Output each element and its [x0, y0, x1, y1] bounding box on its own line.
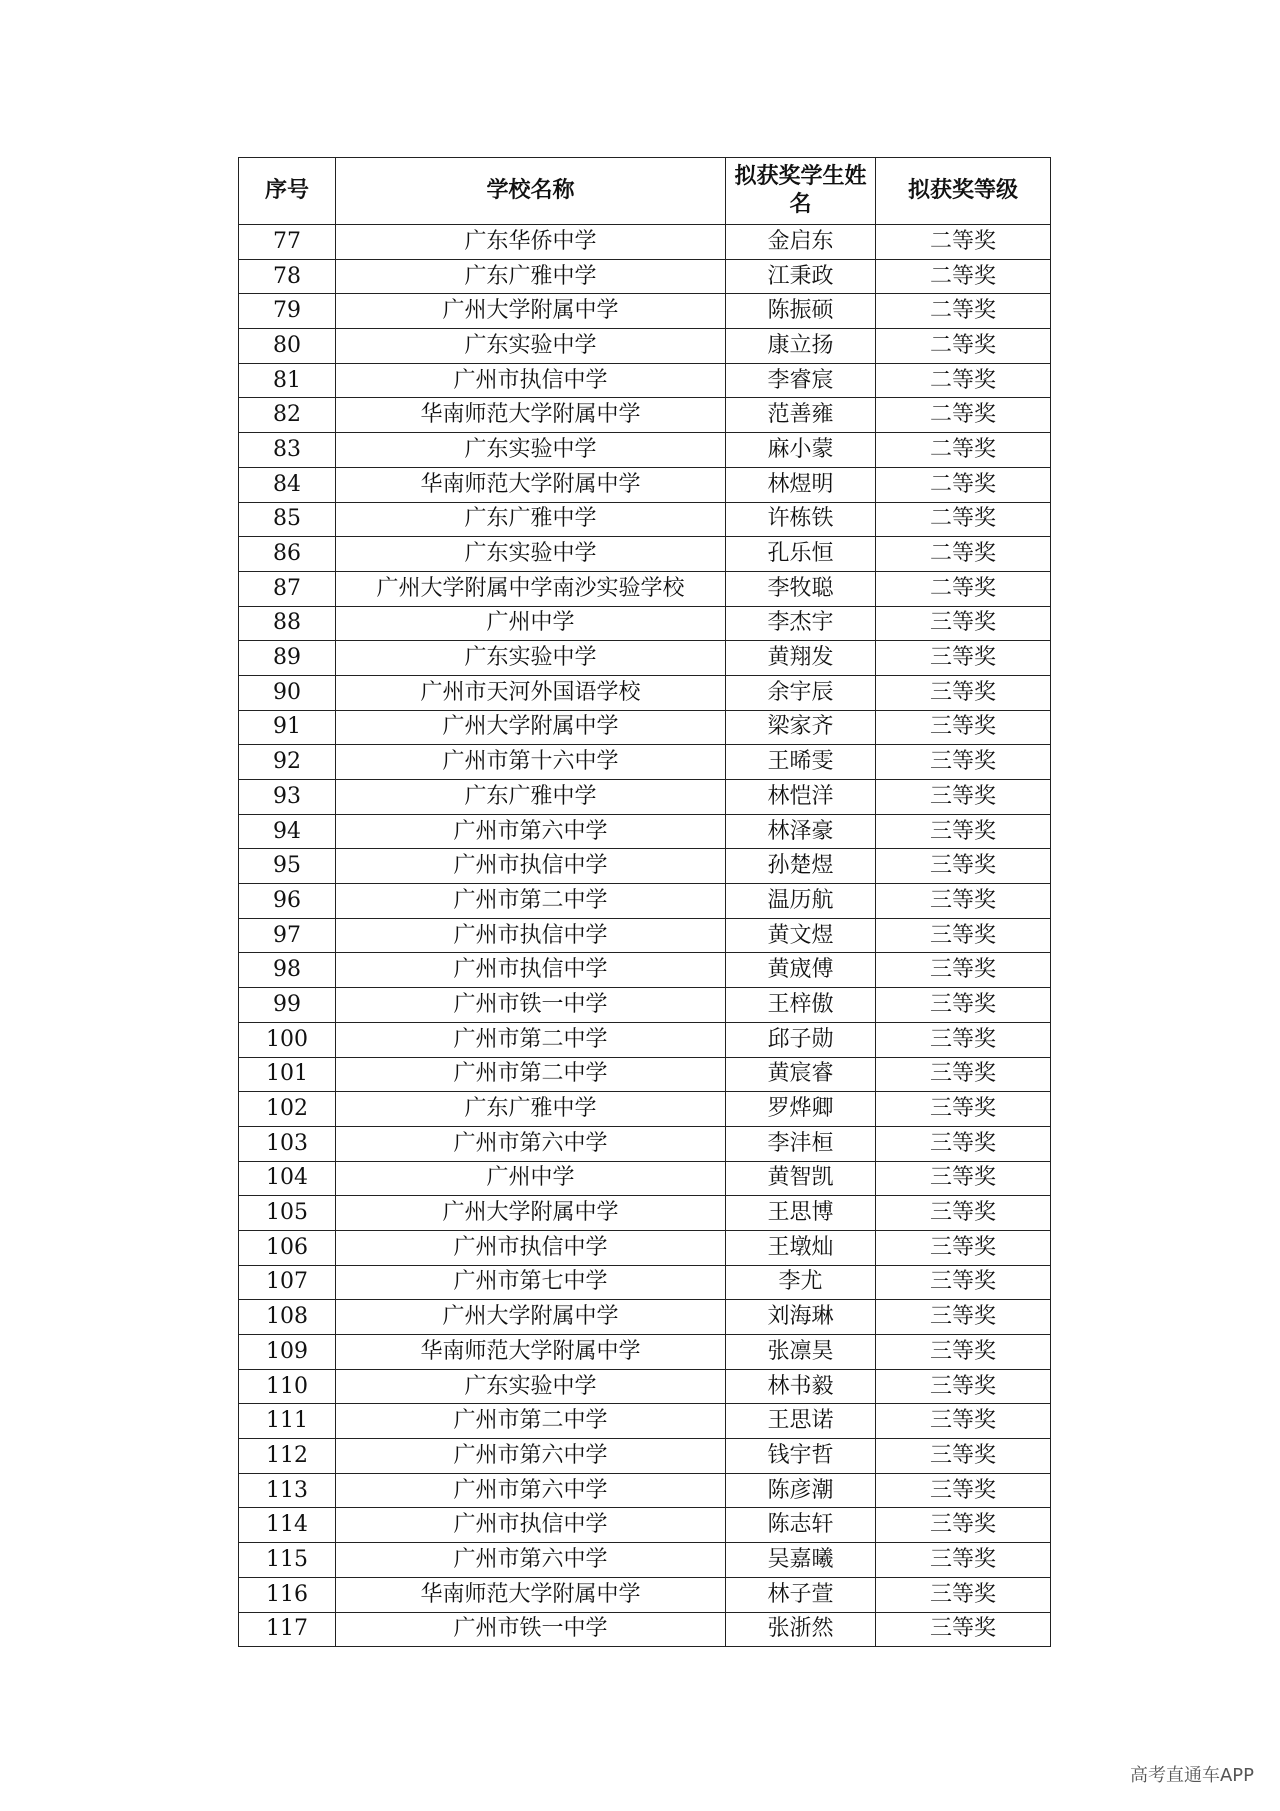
- table-row: [239, 884, 1051, 919]
- table-row: [239, 953, 1051, 988]
- cell-school-name: 广东广雅中学: [336, 502, 726, 537]
- cell-award-level: 三等奖: [876, 710, 1051, 745]
- cell-school-name: 广州大学附属中学: [336, 1196, 726, 1231]
- cell-school-name: 广东实验中学: [336, 641, 726, 676]
- cell-index: 117: [239, 1612, 336, 1647]
- cell-school-name: 华南师范大学附属中学: [336, 398, 726, 433]
- cell-school-name: 广东广雅中学: [336, 780, 726, 815]
- cell-index: 90: [239, 675, 336, 710]
- table-row: [239, 294, 1051, 329]
- table-row: [239, 1369, 1051, 1404]
- cell-school-name: 广州市第十六中学: [336, 745, 726, 780]
- cell-student-name: 梁家齐: [726, 710, 876, 745]
- cell-award-level: 三等奖: [876, 918, 1051, 953]
- cell-student-name: 林泽豪: [726, 814, 876, 849]
- cell-school-name: 广州市第六中学: [336, 1543, 726, 1578]
- table-row: [239, 537, 1051, 572]
- cell-school-name: 广东实验中学: [336, 537, 726, 572]
- table-row: [239, 329, 1051, 364]
- cell-school-name: 广州市第七中学: [336, 1265, 726, 1300]
- table-row: [239, 225, 1051, 260]
- cell-award-level: 三等奖: [876, 1057, 1051, 1092]
- cell-student-name: 李杰宇: [726, 606, 876, 641]
- table-row: [239, 1022, 1051, 1057]
- cell-school-name: 广州市第二中学: [336, 1057, 726, 1092]
- table-row: [239, 710, 1051, 745]
- cell-school-name: 广州大学附属中学: [336, 710, 726, 745]
- cell-index: 113: [239, 1473, 336, 1508]
- cell-index: 105: [239, 1196, 336, 1231]
- cell-index: 91: [239, 710, 336, 745]
- cell-award-level: 三等奖: [876, 780, 1051, 815]
- cell-student-name: 王思博: [726, 1196, 876, 1231]
- table-row: [239, 1196, 1051, 1231]
- table-row: [239, 467, 1051, 502]
- cell-award-level: 二等奖: [876, 571, 1051, 606]
- cell-award-level: 二等奖: [876, 259, 1051, 294]
- cell-index: 77: [239, 225, 336, 260]
- table-row: [239, 606, 1051, 641]
- cell-award-level: 三等奖: [876, 1335, 1051, 1370]
- table-row: [239, 1300, 1051, 1335]
- cell-index: 98: [239, 953, 336, 988]
- cell-school-name: 广州市第六中学: [336, 1473, 726, 1508]
- cell-student-name: 许栋铁: [726, 502, 876, 537]
- cell-school-name: 广东实验中学: [336, 433, 726, 468]
- cell-award-level: 三等奖: [876, 953, 1051, 988]
- cell-student-name: 吴嘉曦: [726, 1543, 876, 1578]
- cell-student-name: 陈志轩: [726, 1508, 876, 1543]
- cell-student-name: 邱子勋: [726, 1022, 876, 1057]
- cell-index: 101: [239, 1057, 336, 1092]
- cell-student-name: 麻小蒙: [726, 433, 876, 468]
- cell-award-level: 三等奖: [876, 606, 1051, 641]
- cell-school-name: 广东华侨中学: [336, 225, 726, 260]
- cell-index: 104: [239, 1161, 336, 1196]
- cell-index: 79: [239, 294, 336, 329]
- cell-student-name: 李尤: [726, 1265, 876, 1300]
- cell-index: 88: [239, 606, 336, 641]
- cell-student-name: 陈彦潮: [726, 1473, 876, 1508]
- table-row: [239, 398, 1051, 433]
- cell-index: 106: [239, 1230, 336, 1265]
- cell-student-name: 黄翔发: [726, 641, 876, 676]
- cell-student-name: 张浙然: [726, 1612, 876, 1647]
- cell-award-level: 三等奖: [876, 1161, 1051, 1196]
- cell-award-level: 三等奖: [876, 1369, 1051, 1404]
- award-table: [238, 157, 1051, 1647]
- cell-school-name: 广州市第六中学: [336, 1439, 726, 1474]
- cell-index: 83: [239, 433, 336, 468]
- cell-award-level: 三等奖: [876, 988, 1051, 1023]
- cell-index: 107: [239, 1265, 336, 1300]
- cell-award-level: 二等奖: [876, 433, 1051, 468]
- cell-index: 102: [239, 1092, 336, 1127]
- table-header-row: [239, 158, 1051, 225]
- header-index: 序号: [239, 158, 336, 225]
- cell-student-name: 林恺洋: [726, 780, 876, 815]
- cell-index: 116: [239, 1577, 336, 1612]
- cell-award-level: 三等奖: [876, 1612, 1051, 1647]
- table-row: [239, 1230, 1051, 1265]
- cell-award-level: 二等奖: [876, 294, 1051, 329]
- cell-index: 87: [239, 571, 336, 606]
- cell-award-level: 二等奖: [876, 467, 1051, 502]
- cell-student-name: 王思诺: [726, 1404, 876, 1439]
- cell-award-level: 三等奖: [876, 1439, 1051, 1474]
- table-row: [239, 502, 1051, 537]
- cell-award-level: 三等奖: [876, 1577, 1051, 1612]
- cell-award-level: 三等奖: [876, 1196, 1051, 1231]
- header-student-name: 拟获奖学生姓名: [726, 158, 876, 225]
- cell-index: 96: [239, 884, 336, 919]
- table-row: [239, 675, 1051, 710]
- cell-school-name: 广州大学附属中学南沙实验学校: [336, 571, 726, 606]
- header-school-name: 学校名称: [336, 158, 726, 225]
- cell-student-name: 孔乐恒: [726, 537, 876, 572]
- cell-student-name: 林煜明: [726, 467, 876, 502]
- cell-award-level: 三等奖: [876, 814, 1051, 849]
- cell-index: 110: [239, 1369, 336, 1404]
- cell-index: 111: [239, 1404, 336, 1439]
- cell-student-name: 王墩灿: [726, 1230, 876, 1265]
- cell-index: 100: [239, 1022, 336, 1057]
- cell-school-name: 广州市第六中学: [336, 1126, 726, 1161]
- table-row: [239, 641, 1051, 676]
- cell-index: 114: [239, 1508, 336, 1543]
- cell-student-name: 刘海琳: [726, 1300, 876, 1335]
- cell-student-name: 林子萱: [726, 1577, 876, 1612]
- cell-student-name: 李沣桓: [726, 1126, 876, 1161]
- cell-student-name: 钱宇哲: [726, 1439, 876, 1474]
- cell-school-name: 广州市铁一中学: [336, 988, 726, 1023]
- cell-student-name: 李睿宸: [726, 363, 876, 398]
- cell-student-name: 王梓傲: [726, 988, 876, 1023]
- cell-award-level: 二等奖: [876, 537, 1051, 572]
- cell-school-name: 广东实验中学: [336, 1369, 726, 1404]
- cell-index: 92: [239, 745, 336, 780]
- cell-index: 80: [239, 329, 336, 364]
- table-row: [239, 1612, 1051, 1647]
- cell-student-name: 金启东: [726, 225, 876, 260]
- cell-award-level: 三等奖: [876, 1300, 1051, 1335]
- cell-school-name: 广州市第二中学: [336, 884, 726, 919]
- table-row: [239, 1265, 1051, 1300]
- cell-index: 115: [239, 1543, 336, 1578]
- cell-school-name: 广州中学: [336, 1161, 726, 1196]
- cell-award-level: 三等奖: [876, 641, 1051, 676]
- cell-award-level: 二等奖: [876, 329, 1051, 364]
- table-row: [239, 1439, 1051, 1474]
- table-row: [239, 433, 1051, 468]
- table-row: [239, 1577, 1051, 1612]
- table-row: [239, 1508, 1051, 1543]
- table-row: [239, 988, 1051, 1023]
- cell-student-name: 王晞雯: [726, 745, 876, 780]
- cell-student-name: 黄宸睿: [726, 1057, 876, 1092]
- cell-award-level: 三等奖: [876, 884, 1051, 919]
- cell-student-name: 江秉政: [726, 259, 876, 294]
- table-row: [239, 1335, 1051, 1370]
- cell-award-level: 三等奖: [876, 1543, 1051, 1578]
- table-row: [239, 814, 1051, 849]
- cell-award-level: 三等奖: [876, 849, 1051, 884]
- cell-award-level: 三等奖: [876, 745, 1051, 780]
- cell-award-level: 二等奖: [876, 398, 1051, 433]
- table-row: [239, 1092, 1051, 1127]
- cell-index: 89: [239, 641, 336, 676]
- table-row: [239, 1057, 1051, 1092]
- cell-award-level: 二等奖: [876, 502, 1051, 537]
- cell-award-level: 三等奖: [876, 1404, 1051, 1439]
- cell-school-name: 广州市第六中学: [336, 814, 726, 849]
- cell-school-name: 广州市执信中学: [336, 918, 726, 953]
- watermark: 高考直通车APP: [1129, 1765, 1254, 1786]
- cell-index: 112: [239, 1439, 336, 1474]
- cell-school-name: 广州市执信中学: [336, 849, 726, 884]
- cell-award-level: 三等奖: [876, 1230, 1051, 1265]
- table-row: [239, 571, 1051, 606]
- table-row: [239, 1126, 1051, 1161]
- cell-award-level: 三等奖: [876, 1473, 1051, 1508]
- table-row: [239, 745, 1051, 780]
- cell-index: 82: [239, 398, 336, 433]
- cell-index: 85: [239, 502, 336, 537]
- cell-student-name: 范善雍: [726, 398, 876, 433]
- cell-student-name: 李牧聪: [726, 571, 876, 606]
- cell-student-name: 张凛昊: [726, 1335, 876, 1370]
- cell-school-name: 广州市铁一中学: [336, 1612, 726, 1647]
- cell-school-name: 广州大学附属中学: [336, 294, 726, 329]
- cell-award-level: 三等奖: [876, 1508, 1051, 1543]
- cell-school-name: 广东广雅中学: [336, 1092, 726, 1127]
- cell-student-name: 康立扬: [726, 329, 876, 364]
- cell-index: 81: [239, 363, 336, 398]
- cell-student-name: 黄智凯: [726, 1161, 876, 1196]
- cell-index: 78: [239, 259, 336, 294]
- table-row: [239, 849, 1051, 884]
- cell-student-name: 温历航: [726, 884, 876, 919]
- cell-school-name: 广州市第二中学: [336, 1404, 726, 1439]
- cell-index: 94: [239, 814, 336, 849]
- table-row: [239, 1473, 1051, 1508]
- cell-award-level: 三等奖: [876, 1126, 1051, 1161]
- cell-student-name: 林书毅: [726, 1369, 876, 1404]
- cell-student-name: 陈振硕: [726, 294, 876, 329]
- table-row: [239, 1404, 1051, 1439]
- cell-school-name: 广州市执信中学: [336, 953, 726, 988]
- table-row: [239, 1161, 1051, 1196]
- cell-school-name: 广州市第二中学: [336, 1022, 726, 1057]
- cell-index: 108: [239, 1300, 336, 1335]
- cell-school-name: 华南师范大学附属中学: [336, 467, 726, 502]
- cell-index: 97: [239, 918, 336, 953]
- cell-school-name: 广东广雅中学: [336, 259, 726, 294]
- cell-student-name: 黄宬傅: [726, 953, 876, 988]
- cell-school-name: 广州大学附属中学: [336, 1300, 726, 1335]
- cell-student-name: 罗烨卿: [726, 1092, 876, 1127]
- cell-school-name: 广州市执信中学: [336, 1508, 726, 1543]
- cell-school-name: 广州市执信中学: [336, 1230, 726, 1265]
- cell-index: 93: [239, 780, 336, 815]
- cell-school-name: 广州中学: [336, 606, 726, 641]
- cell-index: 95: [239, 849, 336, 884]
- header-award-level: 拟获奖等级: [876, 158, 1051, 225]
- cell-student-name: 黄文煜: [726, 918, 876, 953]
- cell-school-name: 华南师范大学附属中学: [336, 1577, 726, 1612]
- table-row: [239, 259, 1051, 294]
- cell-index: 84: [239, 467, 336, 502]
- cell-award-level: 三等奖: [876, 675, 1051, 710]
- cell-school-name: 广东实验中学: [336, 329, 726, 364]
- table-row: [239, 1543, 1051, 1578]
- table-body: [239, 225, 1051, 1647]
- cell-student-name: 余宇辰: [726, 675, 876, 710]
- cell-index: 109: [239, 1335, 336, 1370]
- table-row: [239, 363, 1051, 398]
- cell-award-level: 二等奖: [876, 363, 1051, 398]
- cell-school-name: 广州市天河外国语学校: [336, 675, 726, 710]
- cell-award-level: 三等奖: [876, 1022, 1051, 1057]
- cell-student-name: 孙楚煜: [726, 849, 876, 884]
- cell-index: 99: [239, 988, 336, 1023]
- cell-school-name: 华南师范大学附属中学: [336, 1335, 726, 1370]
- cell-index: 103: [239, 1126, 336, 1161]
- cell-school-name: 广州市执信中学: [336, 363, 726, 398]
- cell-award-level: 三等奖: [876, 1265, 1051, 1300]
- cell-index: 86: [239, 537, 336, 572]
- cell-award-level: 二等奖: [876, 225, 1051, 260]
- table-row: [239, 780, 1051, 815]
- cell-award-level: 三等奖: [876, 1092, 1051, 1127]
- table-row: [239, 918, 1051, 953]
